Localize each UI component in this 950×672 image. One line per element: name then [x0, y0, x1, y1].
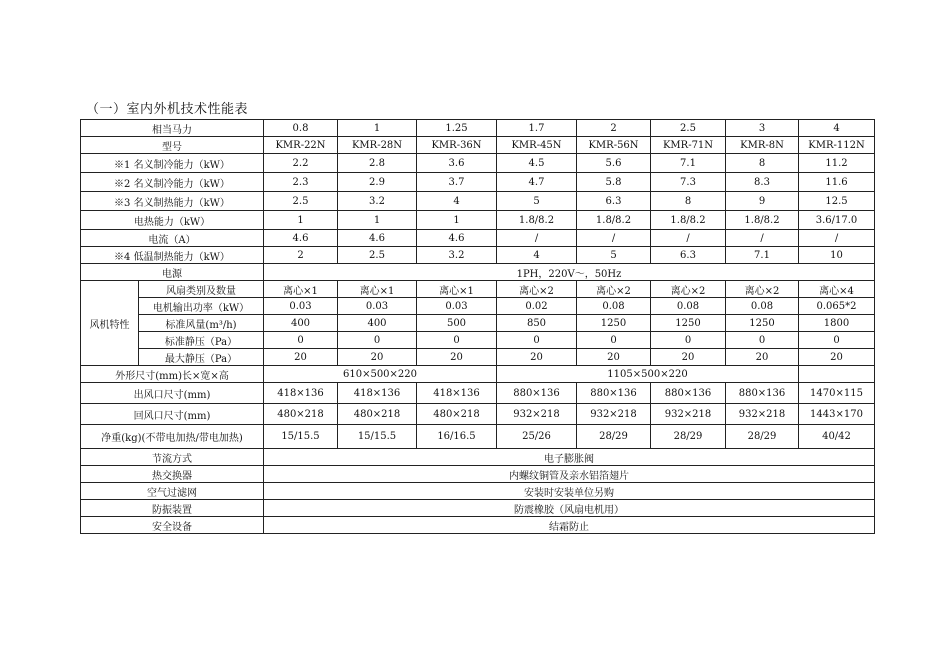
- value-cell: 2.2: [264, 154, 338, 173]
- value-cell: 离心×1: [264, 281, 338, 298]
- value-cell: 0.03: [338, 298, 417, 315]
- value-cell: 418×136: [417, 383, 497, 404]
- value-cell: 1: [338, 211, 417, 230]
- value-cell: 0.03: [417, 298, 497, 315]
- value-cell: 离心×2: [577, 281, 651, 298]
- value-cell: 20: [338, 349, 417, 366]
- row-label: 安全设备: [81, 517, 264, 534]
- value-cell: /: [651, 230, 726, 247]
- value-cell: 离心×2: [497, 281, 577, 298]
- value-cell: 480×218: [417, 404, 497, 425]
- value-cell: 20: [497, 349, 577, 366]
- row-label: 风扇类别及数量: [139, 281, 264, 298]
- value-cell: 1.8/8.2: [726, 211, 799, 230]
- value-cell: 1: [338, 120, 417, 137]
- row-label: 出风口尺寸(mm): [81, 383, 264, 404]
- row-label: ※2 名义制冷能力（kW）: [81, 173, 264, 192]
- value-cell: 28/29: [577, 425, 651, 449]
- merged-value: 内螺纹铜管及亲水铝箔翅片: [264, 466, 875, 483]
- table-row: [81, 247, 875, 264]
- row-label: 电流（A）: [81, 230, 264, 247]
- value-cell: 0: [417, 332, 497, 349]
- dims-group2: 1105×500×220: [497, 366, 799, 383]
- value-cell: 4.5: [497, 154, 577, 173]
- value-cell: 11.6: [799, 173, 875, 192]
- table-row: [81, 483, 875, 500]
- value-cell: 3: [726, 120, 799, 137]
- value-cell: KMR-56N: [577, 137, 651, 154]
- value-cell: 0: [338, 332, 417, 349]
- value-cell: 20: [264, 349, 338, 366]
- table-row: [81, 211, 875, 230]
- table-row: [81, 137, 875, 154]
- value-cell: KMR-36N: [417, 137, 497, 154]
- value-cell: 2: [577, 120, 651, 137]
- row-label: 电源: [81, 264, 264, 281]
- value-cell: 3.6/17.0: [799, 211, 875, 230]
- table-row: [81, 192, 875, 211]
- value-cell: KMR-71N: [651, 137, 726, 154]
- value-cell: 480×218: [338, 404, 417, 425]
- value-cell: 500: [417, 315, 497, 332]
- value-cell: 1.8/8.2: [497, 211, 577, 230]
- value-cell: 离心×2: [726, 281, 799, 298]
- value-cell: 3.6: [417, 154, 497, 173]
- value-cell: /: [799, 230, 875, 247]
- value-cell: 4.6: [417, 230, 497, 247]
- merged-value: 安装时安装单位另购: [264, 483, 875, 500]
- value-cell: 2.3: [264, 173, 338, 192]
- value-cell: 5.8: [577, 173, 651, 192]
- value-cell: 7.3: [651, 173, 726, 192]
- page-title: （一）室内外机技术性能表: [86, 102, 249, 117]
- value-cell: 20: [417, 349, 497, 366]
- value-cell: 4.6: [264, 230, 338, 247]
- value-cell: 3.2: [417, 247, 497, 264]
- merged-value: 电子膨胀阀: [264, 449, 875, 466]
- value-cell: 28/29: [726, 425, 799, 449]
- value-cell: 6.3: [651, 247, 726, 264]
- row-label: 热交换器: [81, 466, 264, 483]
- value-cell: 1800: [799, 315, 875, 332]
- value-cell: 2.5: [264, 192, 338, 211]
- value-cell: 1250: [651, 315, 726, 332]
- value-cell: 2.9: [338, 173, 417, 192]
- value-cell: 400: [264, 315, 338, 332]
- value-cell: 15/15.5: [264, 425, 338, 449]
- value-cell: 8: [651, 192, 726, 211]
- value-cell: KMR-8N: [726, 137, 799, 154]
- table-row: [81, 466, 875, 483]
- row-label: 型号: [81, 137, 264, 154]
- dims-last: [799, 366, 875, 383]
- table-row: [81, 298, 875, 315]
- value-cell: /: [726, 230, 799, 247]
- value-cell: /: [497, 230, 577, 247]
- value-cell: 418×136: [264, 383, 338, 404]
- value-cell: 离心×1: [338, 281, 417, 298]
- value-cell: 0: [577, 332, 651, 349]
- table-row: [81, 315, 875, 332]
- value-cell: 5: [577, 247, 651, 264]
- table-row: [81, 349, 875, 366]
- row-label: 标准风量(m³/h): [139, 315, 264, 332]
- value-cell: 2.5: [338, 247, 417, 264]
- value-cell: 离心×1: [417, 281, 497, 298]
- table-row: [81, 425, 875, 449]
- table-row: [81, 366, 875, 383]
- value-cell: 880×136: [577, 383, 651, 404]
- value-cell: 0.065*2: [799, 298, 875, 315]
- value-cell: 1250: [577, 315, 651, 332]
- value-cell: 8: [726, 154, 799, 173]
- value-cell: 1.8/8.2: [651, 211, 726, 230]
- value-cell: 418×136: [338, 383, 417, 404]
- value-cell: 20: [726, 349, 799, 366]
- value-cell: 3.2: [338, 192, 417, 211]
- merged-value: 1PH，220V～，50Hz: [264, 264, 875, 281]
- value-cell: 1: [264, 211, 338, 230]
- table-row: [81, 500, 875, 517]
- value-cell: 5.6: [577, 154, 651, 173]
- value-cell: 20: [651, 349, 726, 366]
- value-cell: 离心×2: [651, 281, 726, 298]
- value-cell: 12.5: [799, 192, 875, 211]
- value-cell: 1.25: [417, 120, 497, 137]
- table-row: [81, 120, 875, 137]
- value-cell: 16/16.5: [417, 425, 497, 449]
- value-cell: 4: [497, 247, 577, 264]
- value-cell: 850: [497, 315, 577, 332]
- value-cell: 932×218: [497, 404, 577, 425]
- table-row: [81, 517, 875, 534]
- table-row: [81, 264, 875, 281]
- table-row: [81, 449, 875, 466]
- value-cell: 0: [497, 332, 577, 349]
- row-label: 节流方式: [81, 449, 264, 466]
- row-label: ※4 低温制热能力（kW）: [81, 247, 264, 264]
- value-cell: 0.8: [264, 120, 338, 137]
- table-row: [81, 404, 875, 425]
- table-row: [81, 230, 875, 247]
- value-cell: 880×136: [726, 383, 799, 404]
- merged-value: 结霜防止: [264, 517, 875, 534]
- row-label: 空气过滤网: [81, 483, 264, 500]
- value-cell: 3.7: [417, 173, 497, 192]
- value-cell: 11.2: [799, 154, 875, 173]
- table-row: [81, 281, 875, 298]
- value-cell: 1443×170: [799, 404, 875, 425]
- value-cell: 932×218: [577, 404, 651, 425]
- value-cell: /: [577, 230, 651, 247]
- value-cell: 2: [264, 247, 338, 264]
- row-label: 回风口尺寸(mm): [81, 404, 264, 425]
- value-cell: 15/15.5: [338, 425, 417, 449]
- value-cell: 1.7: [497, 120, 577, 137]
- value-cell: KMR-45N: [497, 137, 577, 154]
- value-cell: 2.8: [338, 154, 417, 173]
- table-row: [81, 173, 875, 192]
- value-cell: 480×218: [264, 404, 338, 425]
- value-cell: 0: [799, 332, 875, 349]
- table-row: [81, 154, 875, 173]
- value-cell: 0.02: [497, 298, 577, 315]
- value-cell: 28/29: [651, 425, 726, 449]
- value-cell: 932×218: [726, 404, 799, 425]
- table-row: [81, 332, 875, 349]
- group-label: 风机特性: [81, 281, 139, 366]
- value-cell: 2.5: [651, 120, 726, 137]
- value-cell: 0.08: [726, 298, 799, 315]
- row-label: 电热能力（kW）: [81, 211, 264, 230]
- value-cell: 0: [264, 332, 338, 349]
- spec-table: [80, 119, 875, 534]
- value-cell: 4.7: [497, 173, 577, 192]
- value-cell: 7.1: [651, 154, 726, 173]
- value-cell: 932×218: [651, 404, 726, 425]
- value-cell: 0.03: [264, 298, 338, 315]
- value-cell: KMR-22N: [264, 137, 338, 154]
- table-row: [81, 383, 875, 404]
- dims-group1: 610×500×220: [264, 366, 497, 383]
- value-cell: 0.08: [651, 298, 726, 315]
- value-cell: 7.1: [726, 247, 799, 264]
- value-cell: 880×136: [497, 383, 577, 404]
- row-label: 相当马力: [81, 120, 264, 137]
- row-label: 标准静压（Pa）: [139, 332, 264, 349]
- value-cell: 9: [726, 192, 799, 211]
- value-cell: 20: [799, 349, 875, 366]
- value-cell: 4.6: [338, 230, 417, 247]
- value-cell: 40/42: [799, 425, 875, 449]
- value-cell: 1470×115: [799, 383, 875, 404]
- row-label: 外形尺寸(mm)长×宽×高: [81, 366, 264, 383]
- value-cell: 8.3: [726, 173, 799, 192]
- value-cell: KMR-112N: [799, 137, 875, 154]
- value-cell: 0: [651, 332, 726, 349]
- value-cell: 4: [417, 192, 497, 211]
- row-label: ※1 名义制冷能力（kW）: [81, 154, 264, 173]
- value-cell: 1: [417, 211, 497, 230]
- row-label: 防振装置: [81, 500, 264, 517]
- row-label: 最大静压（Pa）: [139, 349, 264, 366]
- value-cell: 400: [338, 315, 417, 332]
- value-cell: 20: [577, 349, 651, 366]
- value-cell: 6.3: [577, 192, 651, 211]
- value-cell: 0.08: [577, 298, 651, 315]
- value-cell: 880×136: [651, 383, 726, 404]
- value-cell: KMR-28N: [338, 137, 417, 154]
- value-cell: 0: [726, 332, 799, 349]
- row-label: ※3 名义制热能力（kW）: [81, 192, 264, 211]
- value-cell: 25/26: [497, 425, 577, 449]
- value-cell: 1250: [726, 315, 799, 332]
- merged-value: 防震橡胶（风扇电机用）: [264, 500, 875, 517]
- value-cell: 4: [799, 120, 875, 137]
- value-cell: 1.8/8.2: [577, 211, 651, 230]
- row-label: 电机输出功率（kW）: [139, 298, 264, 315]
- value-cell: 5: [497, 192, 577, 211]
- value-cell: 10: [799, 247, 875, 264]
- row-label: 净重(kg)(不带电加热/带电加热): [81, 425, 264, 449]
- value-cell: 离心×4: [799, 281, 875, 298]
